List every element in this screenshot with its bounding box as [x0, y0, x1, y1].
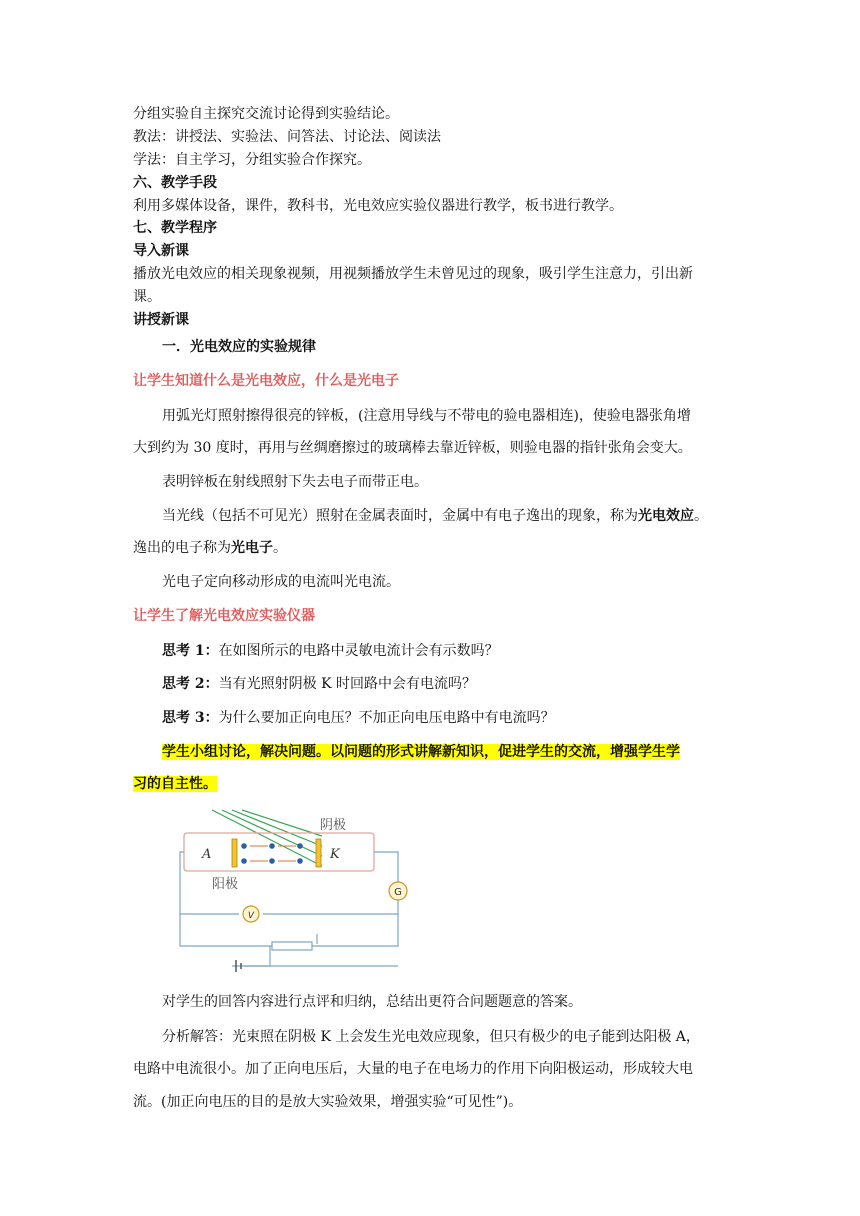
learning-methods: 学法：自主学习，分组实验合作探究。	[133, 152, 371, 168]
label-cathode: 阴极	[320, 818, 347, 833]
meter-v-label: V	[247, 911, 255, 921]
text-span: 。	[694, 508, 708, 524]
highlight-text: 习的自主性。	[133, 776, 217, 792]
text-span: 当光线（包括不可见光）照射在金属表面时，金属中有电子逸出的现象，称为	[162, 508, 638, 524]
question-label: 思考 3：	[162, 710, 219, 726]
question-text: 当有光照射阴极 K 时回路中会有电流吗？	[218, 676, 476, 692]
paragraph-line: 电路中电流很小。加了正向电压后，大量的电子在电场力的作用下向阳极运动，形成较大电	[133, 1061, 693, 1077]
label-a: A	[202, 847, 212, 862]
text-span: 。	[273, 540, 287, 556]
paragraph-line: 分析解答：光束照在阴极 K 上会发生光电效应现象，但只有极少的电子能到达阳极 A，	[162, 1029, 700, 1045]
term-photoelectron: 光电子	[231, 540, 273, 556]
subheading-teach: 讲授新课	[133, 312, 189, 328]
paragraph-line	[133, 537, 287, 559]
highlight-text: 学生小组讨论，解决问题。以问题的形式讲解新知识，促进学生的交流，增强学生学	[162, 744, 680, 760]
paragraph-line: 流。(加正向电压的目的是放大实验效果，增强实验“可见性”)。	[133, 1094, 523, 1110]
question-1	[162, 640, 499, 662]
highlighted-line	[133, 773, 217, 795]
meter-g-label: G	[394, 887, 402, 898]
light-beam-icon	[212, 810, 322, 866]
rheostat	[272, 942, 312, 950]
paragraph-line: 光电子定向移动形成的电流叫光电流。	[162, 574, 400, 590]
section-heading-7: 七、教学程序	[133, 220, 217, 236]
term-photoelectric-effect: 光电效应	[638, 508, 694, 524]
teaching-methods: 教法：讲授法、实验法、问答法、讨论法、阅读法	[133, 129, 441, 145]
question-text: 在如图所示的电路中灵敏电流计会有示数吗？	[218, 643, 499, 659]
question-2	[162, 673, 476, 695]
highlighted-line	[162, 741, 680, 763]
text-line: 播放光电效应的相关现象视频，用视频播放学生未曾见过的现象，吸引学生注意力，引出新	[133, 266, 693, 282]
paragraph-line: 用弧光灯照射擦得很亮的锌板，(注意用导线与不带电的验电器相连)，使验电器张角增	[162, 408, 691, 424]
paragraph-line: 表明锌板在射线照射下失去电子而带正电。	[162, 474, 428, 490]
text-span: 逸出的电子称为	[133, 540, 231, 556]
photoelectric-circuit-diagram	[172, 806, 427, 976]
anode-plate	[232, 839, 237, 867]
text-line: 利用多媒体设备，课件，教科书，光电效应实验仪器进行教学，板书进行教学。	[133, 198, 623, 214]
subheading-intro: 导入新课	[133, 243, 189, 259]
section-heading-6: 六、教学手段	[133, 175, 217, 191]
question-label: 思考 1：	[162, 643, 219, 659]
text-line: 课。	[133, 289, 161, 305]
text-line: 分组实验自主探究交流讨论得到实验结论。	[133, 106, 399, 122]
goal-heading-1: 让学生知道什么是光电效应，什么是光电子	[133, 373, 399, 389]
paragraph-line	[162, 505, 708, 527]
label-anode: 阳极	[212, 877, 239, 892]
cathode-plate	[316, 839, 321, 867]
paragraph-line: 大到约为 30 度时，再用与丝绸磨擦过的玻璃棒去靠近锌板，则验电器的指针张角会变大。	[133, 440, 692, 456]
question-label: 思考 2：	[162, 676, 219, 692]
vacuum-tube	[184, 833, 374, 871]
goal-heading-2: 让学生了解光电效应实验仪器	[133, 608, 315, 624]
section-title-1: 一．光电效应的实验规律	[162, 339, 316, 355]
question-text: 为什么要加正向电压？不加正向电压电路中有电流吗？	[218, 710, 555, 726]
label-k: K	[330, 847, 340, 862]
paragraph-line: 对学生的回答内容进行点评和归纳，总结出更符合问题题意的答案。	[162, 994, 582, 1010]
question-3	[162, 707, 555, 729]
